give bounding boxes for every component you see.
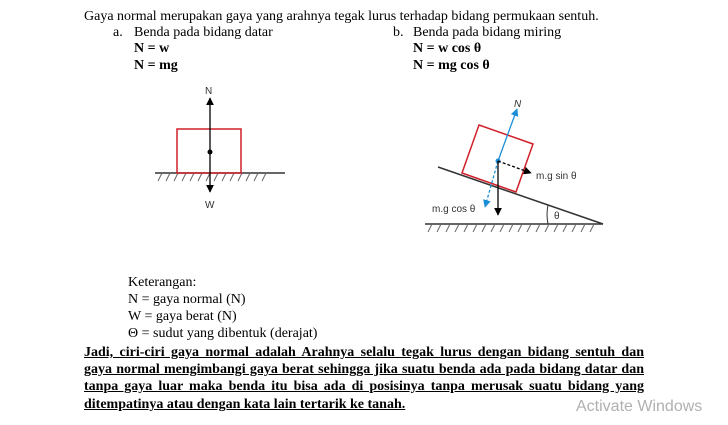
flat-normal-label: N <box>205 86 213 97</box>
legend-title: Keterangan: <box>128 275 197 290</box>
conclusion-line-2: gaya normal mengimbangi gaya berat sehingga jika suatu benda ada pada bidang datar dan <box>84 362 644 377</box>
legend-item-normal: N = gaya normal (N) <box>128 292 246 307</box>
case-a-label: a. <box>113 25 123 40</box>
case-a-title: Benda pada bidang datar <box>134 25 273 40</box>
intro-text: Gaya normal merupakan gaya yang arahnya tegak lurus terhadap bidang permukaan sentuh. <box>84 9 599 24</box>
case-b-formula-2: N = mg cos θ <box>413 58 490 73</box>
incline-cos-label: m.g cos θ <box>432 204 476 215</box>
case-b-title: Benda pada bidang miring <box>413 25 562 40</box>
case-a-formula-1: N = w <box>134 41 170 56</box>
flat-ground-hatch <box>158 173 266 181</box>
conclusion-line-1: Jadi, ciri-ciri gaya normal adalah Arahnya selalu tegak lurus dengan bidang sentuh dan <box>84 345 644 360</box>
incline-normal-label: N <box>514 99 522 110</box>
incline-diagram <box>420 95 610 240</box>
incline-ground-hatch <box>428 224 594 232</box>
legend-item-angle: Θ = sudut yang dibentuk (derajat) <box>128 326 318 341</box>
legend-item-weight: W = gaya berat (N) <box>128 309 237 324</box>
case-b-label: b. <box>393 25 404 40</box>
incline-slope-line <box>438 167 603 224</box>
flat-surface-diagram <box>150 80 290 215</box>
incline-angle-label: θ <box>554 211 560 222</box>
incline-angle-arc <box>547 205 548 224</box>
incline-sin-label: m.g sin θ <box>536 171 577 182</box>
flat-weight-label: W <box>205 200 215 211</box>
conclusion-line-3: tanpa gaya luar maka benda itu bisa ada di posisinya tanpa merusak suatu bidang yang <box>84 379 644 394</box>
incline-normal-arrow <box>498 109 517 161</box>
conclusion-line-4: ditempatinya atau dengan kata lain tertarik ke tanah. <box>84 397 406 412</box>
case-a-formula-2: N = mg <box>134 58 178 73</box>
activate-windows-watermark: Activate Windows <box>576 398 703 415</box>
case-b-formula-1: N = w cos θ <box>413 41 482 56</box>
